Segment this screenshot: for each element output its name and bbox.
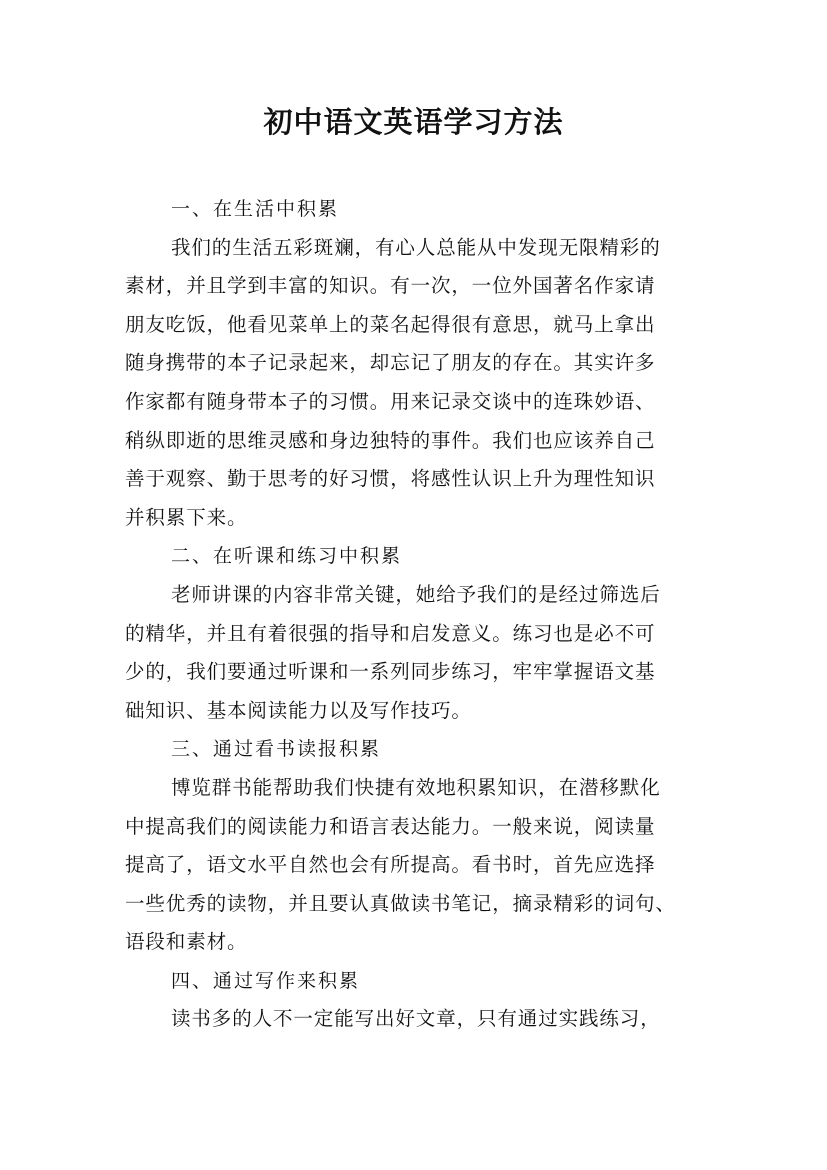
- section-heading: 四、通过写作来积累: [171, 969, 361, 992]
- section-2: [125, 537, 715, 730]
- paragraph-line: 读书多的人不一定能写出好文章，只有通过实践练习，: [171, 1007, 661, 1031]
- paragraph-line: 我们的生活五彩斑斓，有心人总能从中发现无限精彩的: [171, 235, 661, 259]
- paragraph-line: 的精华，并且有着很强的指导和启发意义。练习也是必不可: [125, 621, 656, 645]
- section-paragraph: [125, 769, 715, 962]
- section-4: [125, 962, 715, 1039]
- paragraph-line: 随身携带的本子记录起来，却忘记了朋友的存在。其实许多: [125, 351, 656, 375]
- paragraph-line: 老师讲课的内容非常关键，她给予我们的是经过筛选后: [171, 582, 661, 606]
- section-heading: 一、在生活中积累: [171, 198, 340, 220]
- paragraph-line: 语段和素材。: [125, 930, 248, 954]
- paragraph-line: 中提高我们的阅读能力和语言表达能力。一般来说，阅读量: [125, 814, 656, 838]
- paragraph-line: 并积累下来。: [125, 505, 248, 529]
- paragraph-line: 少的，我们要通过听课和一系列同步练习，牢牢掌握语文基: [125, 660, 656, 684]
- paragraph-line: 提高了，语文水平自然也会有所提高。看书时，首先应选择: [125, 853, 656, 877]
- document-title: 初中语文英语学习方法: [263, 105, 564, 139]
- section-1: [125, 190, 715, 537]
- section-paragraph: [125, 229, 715, 538]
- paragraph-line: 稍纵即逝的思维灵感和身边独特的事件。我们也应该养自己: [125, 428, 656, 452]
- paragraph-line: 一些优秀的读物，并且要认真做读书笔记，摘录精彩的词句、: [125, 891, 676, 915]
- document-body: [125, 190, 715, 1039]
- paragraph-line: 础知识、基本阅读能力以及写作技巧。: [125, 698, 472, 722]
- paragraph-line: 作家都有随身带本子的习惯。用来记录交谈中的连珠妙语、: [125, 389, 656, 413]
- paragraph-line: 素材，并且学到丰富的知识。有一次，一位外国著名作家请: [125, 274, 656, 298]
- paragraph-line: 博览群书能帮助我们快捷有效地积累知识，在潜移默化: [171, 775, 661, 799]
- paragraph-line: 善于观察、勤于思考的好习惯，将感性认识上升为理性知识: [125, 467, 656, 491]
- section-paragraph: [125, 576, 715, 730]
- section-heading: 二、在听课和练习中积累: [171, 545, 403, 568]
- section-3: [125, 730, 715, 962]
- section-paragraph: [125, 1000, 715, 1039]
- paragraph-line: 朋友吃饭，他看见菜单上的菜名起得很有意思，就马上拿出: [125, 312, 656, 336]
- section-heading: 三、通过看书读报积累: [171, 738, 382, 761]
